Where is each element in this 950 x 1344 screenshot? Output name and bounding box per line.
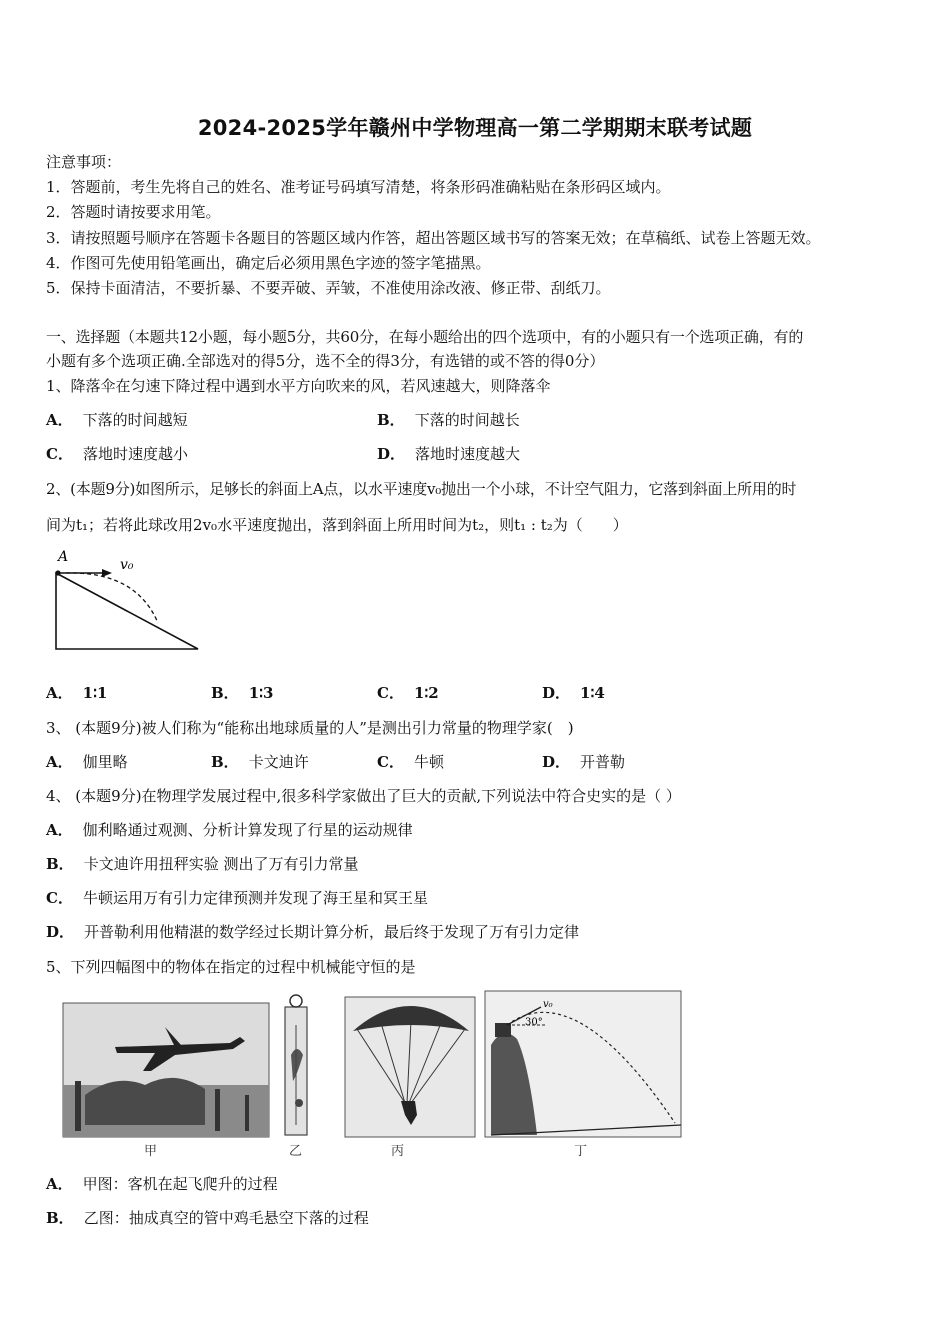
notice-item: 2．答题时请按要求用笔。 [46,203,221,221]
option-text: 乙图：抽成真空的管中鸡毛悬空下落的过程 [83,1209,369,1227]
option-key: D． [377,445,406,463]
option-key: A． [46,411,73,429]
q2-stem-line1: 2、(本题9分)如图所示，足够长的斜面上A点，以水平速度v₀抛出一个小球，不计空气阻力，它落到斜面上所用的时 [46,480,797,498]
option-key: B． [46,1209,74,1227]
section-heading-line2: 小题有多个选项正确.全部选对的得5分，选不全的得3分，有选错的或不答的得0分） [46,352,605,370]
option-key: C． [46,445,73,463]
option-key: B． [377,411,405,429]
incline-projectile-figure [46,545,216,657]
option-key: D． [46,923,75,941]
option-text: 1∶3 [248,684,274,702]
option-key: B． [211,753,239,771]
q1-option-c[interactable] [46,444,188,464]
option-text: 卡文迪许用扭秤实验 测出了万有引力常量 [83,855,359,873]
trajectory-curve [66,573,158,623]
figure-ding-cliff-projectile [485,991,681,1137]
option-key: A． [46,1175,73,1193]
q3-option-a[interactable] [46,752,128,772]
option-text: 落地时速度越小 [82,445,188,463]
figure-bing-parachute [345,997,475,1137]
option-key: A． [46,684,73,702]
q5-stem: 5、下列四幅图中的物体在指定的过程中机械能守恒的是 [46,958,416,976]
option-text: 开普勒 [580,753,626,771]
velocity-arrowhead-icon [102,569,112,577]
q4-option-c[interactable] [46,888,428,908]
v0-arrow-label: v₀ [543,999,553,1010]
option-text: 1∶4 [580,684,605,702]
option-text: 下落的时间越长 [414,411,520,429]
angle-label: 30° [525,1017,543,1028]
option-text: 1∶1 [82,684,108,702]
option-text: 开普勒利用他精湛的数学经过长期计算分析，最后终于发现了万有引力定律 [84,923,580,941]
option-text: 伽利略通过观测、分析计算发现了行星的运动规律 [82,821,413,839]
q1-option-b[interactable] [377,410,520,430]
option-text: 牛顿 [413,753,444,771]
section-heading-line1: 一、选择题（本题共12小题，每小题5分，共60分，在每小题给出的四个选项中，有的小题只有一个选项正确，有的 [46,328,804,346]
q3-option-d[interactable] [542,752,625,772]
notice-item: 3．请按照题号顺序在答题卡各题目的答题区域内作答，超出答题区域书写的答案无效；在草稿纸、试卷上答题无效。 [46,229,821,247]
launch-point-dot [55,570,60,575]
option-key: B． [211,684,239,702]
option-text: 落地时速度越大 [415,445,521,463]
option-text: 下落的时间越短 [82,411,188,429]
option-key: C． [377,753,404,771]
notice-item: 5．保持卡面清洁，不要折暴、不要弄破、弄皱，不准使用涂改液、修正带、刮纸刀。 [46,279,611,297]
q1-option-a[interactable] [46,410,188,430]
notice-item: 4．作图可先使用铅笔画出，确定后必须用黑色字迹的签字笔描黑。 [46,254,491,272]
q2-stem-line2: 间为t₁；若将此球改用2v₀水平速度抛出，落到斜面上所用时间为t₂，则t₁ : t₂为（ ） [46,516,628,534]
option-text: 卡文迪许 [248,753,309,771]
q2-option-c[interactable] [377,683,439,703]
incline-triangle [56,573,198,649]
q1-stem: 1、降落伞在匀速下降过程中遇到水平方向吹来的风，若风速越大，则降落伞 [46,377,551,395]
option-text: 1∶2 [413,684,439,702]
caption-ding: 丁 [574,1144,588,1159]
q3-option-c[interactable] [377,752,444,772]
option-text: 牛顿运用万有引力定律预测并发现了海王星和冥王星 [82,889,428,907]
notice-heading: 注意事项： [46,153,122,171]
caption-bing: 丙 [391,1144,405,1159]
caption-jia: 甲 [144,1144,158,1159]
q1-option-d[interactable] [377,444,520,464]
option-text: 伽里略 [82,753,128,771]
option-key: D． [542,684,571,702]
q2-option-a[interactable] [46,683,107,703]
option-key: C． [377,684,404,702]
q4-option-b[interactable] [46,854,358,874]
q3-stem: 3、 (本题9分)被人们称为“能称出地球质量的人”是测出引力常量的物理学家( ) [46,719,574,737]
v0-label: v₀ [120,557,134,573]
notice-item: 1．答题前，考生先将自己的姓名、准考证号码填写清楚，将条形码准确粘贴在条形码区域内。 [46,178,671,196]
option-key: C． [46,889,73,907]
option-key: B． [46,855,74,873]
q4-option-d[interactable] [46,922,579,942]
q4-option-a[interactable] [46,820,413,840]
exam-title: 2024-2025学年赣州中学物理高一第二学期期末联考试题 [197,116,753,140]
q2-option-b[interactable] [211,683,273,703]
q5-figures [55,985,685,1143]
q3-option-b[interactable] [211,752,309,772]
option-key: D． [542,753,571,771]
q4-stem: 4、 (本题9分)在物理学发展过程中,很多科学家做出了巨大的贡献,下列说法中符合史实的是（ ） [46,787,681,805]
option-key: A． [46,753,73,771]
point-a-label: A [58,549,69,565]
q5-option-a[interactable] [46,1174,278,1194]
figure-jia-airplane [63,1003,269,1137]
option-text: 甲图：客机在起飞爬升的过程 [82,1175,278,1193]
option-key: A． [46,821,73,839]
q5-option-b[interactable] [46,1208,369,1228]
caption-yi: 乙 [289,1144,303,1159]
q2-option-d[interactable] [542,683,605,703]
figure-yi-vacuum-tube [285,995,307,1135]
